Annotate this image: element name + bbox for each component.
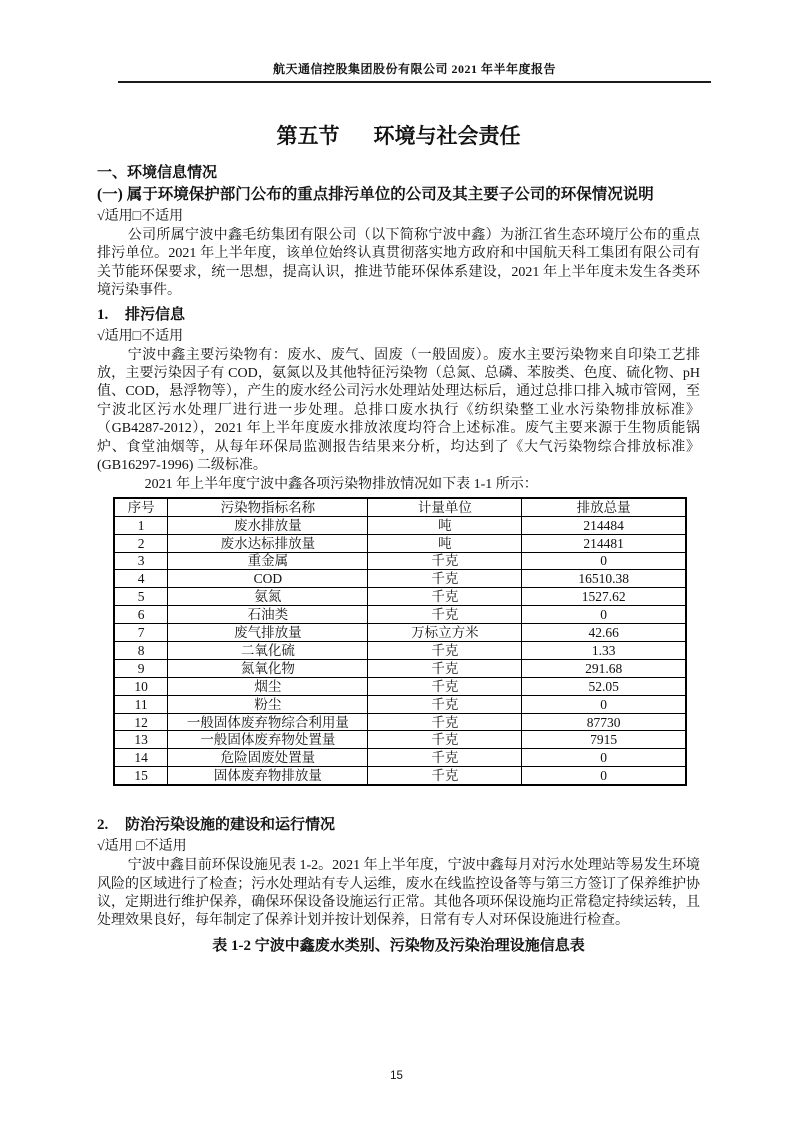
table-cell: 10 bbox=[114, 677, 168, 695]
table-cell: 7 bbox=[114, 624, 168, 642]
table-row bbox=[114, 695, 686, 713]
section-number: 第五节 bbox=[276, 124, 340, 148]
table-cell: 千克 bbox=[368, 606, 522, 624]
table-cell: 千克 bbox=[368, 552, 522, 570]
table-cell: 千克 bbox=[368, 677, 522, 695]
table-cell: 13 bbox=[114, 731, 168, 749]
table-cell: 7915 bbox=[522, 731, 686, 749]
report-title: 航天通信控股集团股份有限公司 2021 年半年度报告 bbox=[272, 62, 556, 76]
table-cell: 8 bbox=[114, 642, 168, 660]
paragraph-pollution-discharge: 宁波中鑫主要污染物有：废水、废气、固废（一般固废）。废水主要污染物来自印染工艺排放，主要污染因子有 COD，氨氮以及其他特征污染物（总氮、总磷、苯胺类、色度、硫化物、pH 值、COD，悬浮物等），产生的废水经公司污水处理站处理达标后，通过总排口排入城市管网，至宁波北区污水处理厂进行进一步处理。总排口废水执行《纺织染整工业水污染物排放标准》（GB4287-2012），2021 年上半年度废水排放浓度均符合上述标准。废气主要来源于生物质能锅炉、食堂油烟等，从每年环保局监测报告结果来分析，均达到了《大气污染物综合排放标准》(GB16297-1996) 二级标准。 bbox=[97, 347, 700, 474]
item-label: 防治污染设施的建设和运行情况 bbox=[125, 817, 336, 834]
table-cell: 粉尘 bbox=[168, 695, 368, 713]
applicability-note-1: √适用□不适用 bbox=[97, 209, 184, 224]
table-cell: 千克 bbox=[368, 731, 522, 749]
table-row bbox=[114, 767, 686, 785]
table-cell: 重金属 bbox=[168, 552, 368, 570]
table-row bbox=[114, 749, 686, 767]
table-cell: 5 bbox=[114, 588, 168, 606]
table-cell: 废水达标排放量 bbox=[168, 534, 368, 552]
table-header-cell: 排放总量 bbox=[522, 498, 686, 516]
table-cell: 千克 bbox=[368, 642, 522, 660]
table-row bbox=[114, 659, 686, 677]
table-cell: 12 bbox=[114, 713, 168, 731]
table-cell: 氮氧化物 bbox=[168, 659, 368, 677]
table-cell: 52.05 bbox=[522, 677, 686, 695]
table-cell: 千克 bbox=[368, 767, 522, 785]
table-row bbox=[114, 534, 686, 552]
table-cell: 4 bbox=[114, 570, 168, 588]
pollutant-table-head bbox=[114, 498, 686, 516]
table-cell: 一般固体废弃物处置量 bbox=[168, 731, 368, 749]
table2-caption: 表 1-2 宁波中鑫废水类别、污染物及污染治理设施信息表 bbox=[212, 937, 585, 954]
table-cell: 291.68 bbox=[522, 659, 686, 677]
table-cell: 16510.38 bbox=[522, 570, 686, 588]
page-content bbox=[97, 118, 700, 956]
table-row bbox=[114, 606, 686, 624]
paragraph-company-overview: 公司所属宁波中鑫毛纺集团有限公司（以下简称宁波中鑫）为浙江省生态环境厅公布的重点排污单位。2021 年上半年度，该单位始终认真贯彻落实地方政府和中国航天科工集团有限公司有关节能环保要求，统一思想，提高认识，推进节能环保体系建设，2021 年上半年度未发生各类环境污染事件。 bbox=[97, 228, 700, 299]
table-cell: 1.33 bbox=[522, 642, 686, 660]
heading-key-polluter-disclosure: (一) 属于环境保护部门公布的重点排污单位的公司及其主要子公司的环保情况说明 bbox=[97, 186, 654, 203]
table-cell: 废气排放量 bbox=[168, 624, 368, 642]
table1-intro: 2021 年上半年度宁波中鑫各项污染物排放情况如下表 1-1 所示： bbox=[144, 477, 538, 493]
item-heading-pollution-control bbox=[97, 816, 700, 834]
table-cell: 214484 bbox=[522, 516, 686, 534]
paragraph-facilities: 宁波中鑫目前环保设施见表 1-2。2021 年上半年度，宁波中鑫每月对污水处理站等易发生环境风险的区域进行了检查；污水处理站有专人运维，废水在线监控设备等与第三方签订了保养维护协议，定期进行维护保养，确保环保设备设施运行正常。其他各项环保设施均正常稳定持续运转，且处理效果良好，每年制定了保养计划并按计划保养，日常有专人对环保设施进行检查。 bbox=[97, 858, 700, 929]
table-row bbox=[114, 624, 686, 642]
table-cell: 42.66 bbox=[522, 624, 686, 642]
table-cell: 一般固体废弃物综合利用量 bbox=[168, 713, 368, 731]
heading-env-info: 一、环境信息情况 bbox=[97, 165, 218, 181]
table-header-row bbox=[114, 498, 686, 516]
table-cell: 87730 bbox=[522, 713, 686, 731]
table-cell: 千克 bbox=[368, 695, 522, 713]
table-cell: 0 bbox=[522, 767, 686, 785]
table-row bbox=[114, 570, 686, 588]
table-cell: 1527.62 bbox=[522, 588, 686, 606]
table-cell: 吨 bbox=[368, 534, 522, 552]
page-header bbox=[118, 60, 711, 83]
table-cell: 石油类 bbox=[168, 606, 368, 624]
table-row bbox=[114, 588, 686, 606]
table-row bbox=[114, 731, 686, 749]
table-cell: 危险固废处置量 bbox=[168, 749, 368, 767]
table-cell: 0 bbox=[522, 606, 686, 624]
table-cell: 1 bbox=[114, 516, 168, 534]
table-cell: 11 bbox=[114, 695, 168, 713]
table-cell: 千克 bbox=[368, 570, 522, 588]
pollutant-table bbox=[113, 497, 687, 786]
table-cell: COD bbox=[168, 570, 368, 588]
table-header-cell: 序号 bbox=[114, 498, 168, 516]
table-cell: 14 bbox=[114, 749, 168, 767]
table-cell: 废水排放量 bbox=[168, 516, 368, 534]
table-cell: 千克 bbox=[368, 713, 522, 731]
item-label: 排污信息 bbox=[125, 306, 186, 323]
table-cell: 千克 bbox=[368, 749, 522, 767]
table-cell: 千克 bbox=[368, 659, 522, 677]
table-cell: 6 bbox=[114, 606, 168, 624]
table-row bbox=[114, 552, 686, 570]
table-cell: 0 bbox=[522, 552, 686, 570]
table-cell: 0 bbox=[522, 749, 686, 767]
table-cell: 214481 bbox=[522, 534, 686, 552]
table-cell: 固体废弃物排放量 bbox=[168, 767, 368, 785]
table-cell: 烟尘 bbox=[168, 677, 368, 695]
section-title bbox=[97, 122, 700, 150]
applicability-note-3: √适用 □不适用 bbox=[97, 839, 187, 855]
table-cell: 15 bbox=[114, 767, 168, 785]
table-cell: 2 bbox=[114, 534, 168, 552]
table-row bbox=[114, 713, 686, 731]
table-cell: 千克 bbox=[368, 588, 522, 606]
table-cell: 吨 bbox=[368, 516, 522, 534]
table-cell: 3 bbox=[114, 552, 168, 570]
table-cell: 万标立方米 bbox=[368, 624, 522, 642]
page-number: 15 bbox=[390, 1070, 403, 1082]
table-header-cell: 计量单位 bbox=[368, 498, 522, 516]
item-number: 1. bbox=[97, 306, 109, 323]
table-cell: 氨氮 bbox=[168, 588, 368, 606]
table-row bbox=[114, 677, 686, 695]
table-row bbox=[114, 642, 686, 660]
table-cell: 0 bbox=[522, 695, 686, 713]
section-name: 环境与社会责任 bbox=[373, 124, 521, 148]
pollutant-table-body bbox=[114, 516, 686, 785]
item-number: 2. bbox=[97, 817, 109, 834]
table-row bbox=[114, 516, 686, 534]
applicability-note-2: √适用□不适用 bbox=[97, 328, 184, 344]
table-cell: 9 bbox=[114, 659, 168, 677]
table-cell: 二氧化硫 bbox=[168, 642, 368, 660]
item-heading-discharge-info bbox=[97, 306, 700, 324]
table-header-cell: 污染物指标名称 bbox=[168, 498, 368, 516]
